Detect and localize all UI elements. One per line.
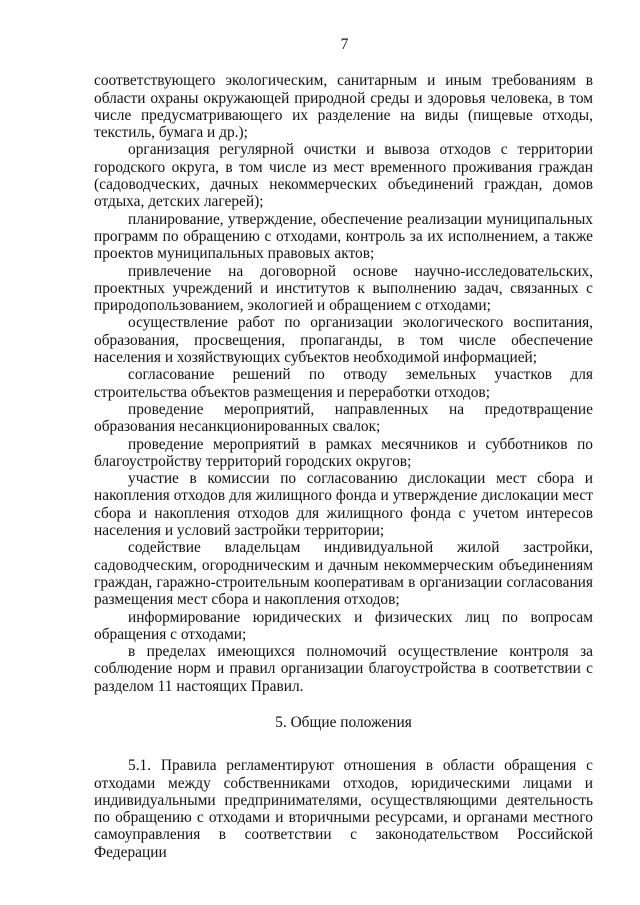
list-item-paragraph: содействие владельцам индивидуальной жилой застройки, садоводческим, огородническим и дачным некоммерческим объединениям граждан, гаражно-строительным кооперативам в организации согласования размещения мест сбора и накопления отходов;	[94, 539, 593, 609]
list-item-paragraph: согласование решений по отводу земельных участков для строительства объектов размещения и переработки отходов;	[94, 366, 593, 401]
list-item-paragraph: организация регулярной очистки и вывоза отходов с территории городского округа, в том числе из мест временного проживания граждан (садоводческих, дачных некоммерческих объединений граждан, домов отдыха, детских лагерей);	[94, 141, 593, 211]
page-number: 7	[340, 36, 349, 53]
section-heading: 5. Общие положения	[275, 713, 412, 731]
list-item-paragraph: осуществление работ по организации экологического воспитания, образования, просвещения, пропаганды, в том числе обеспечение населения и хозяйствующих субъектов необходимой информацией;	[94, 314, 593, 367]
paragraph-continuation: соответствующего экологическим, санитарным и иным требованиям в области охраны окружающей природной среды и здоровья человека, в том числе предусматривающего их разделение на виды (пищевые отходы, текстиль, бумага и др.);	[94, 72, 593, 142]
section-paragraph: 5.1. Правила регламентируют отношения в области обращения с отходами между собственниками отходов, юридическими лицами и индивидуальными предпринимателями, осуществляющими деятельность по обращению с отходами и вторичными ресурсами, и органами местного самоуправления в соответствии с законодательством Российской Федерации	[94, 757, 593, 861]
list-item-paragraph: информирование юридических и физических лиц по вопросам обращения с отходами;	[94, 608, 593, 643]
list-item-paragraph: планирование, утверждение, обеспечение реализации муниципальных программ по обращению с отходами, контроль за их исполнением, а также проектов муниципальных правовых актов;	[94, 210, 593, 263]
list-item-paragraph: привлечение на договорной основе научно-исследовательских, проектных учреждений и институтов к выполнению задач, связанных с природопользованием, экологией и обращением с отходами;	[94, 262, 593, 315]
list-item-paragraph: в пределах имеющихся полномочий осуществление контроля за соблюдение норм и правил организации благоустройства в соответствии с разделом 11 настоящих Правил.	[94, 643, 593, 695]
list-item-paragraph: участие в комиссии по согласованию дислокации мест сбора и накопления отходов для жилищного фонда и утверждение дислокации мест сбора и накопления отходов для жилищного фонда с учетом интересов населения и условий застройки территории;	[94, 470, 593, 540]
list-item-paragraph: проведение мероприятий, направленных на предотвращение образования несанкционированных свалок;	[94, 400, 593, 436]
list-item-paragraph: проведение мероприятий в рамках месячников и субботников по благоустройству территорий городских округов;	[94, 435, 593, 470]
